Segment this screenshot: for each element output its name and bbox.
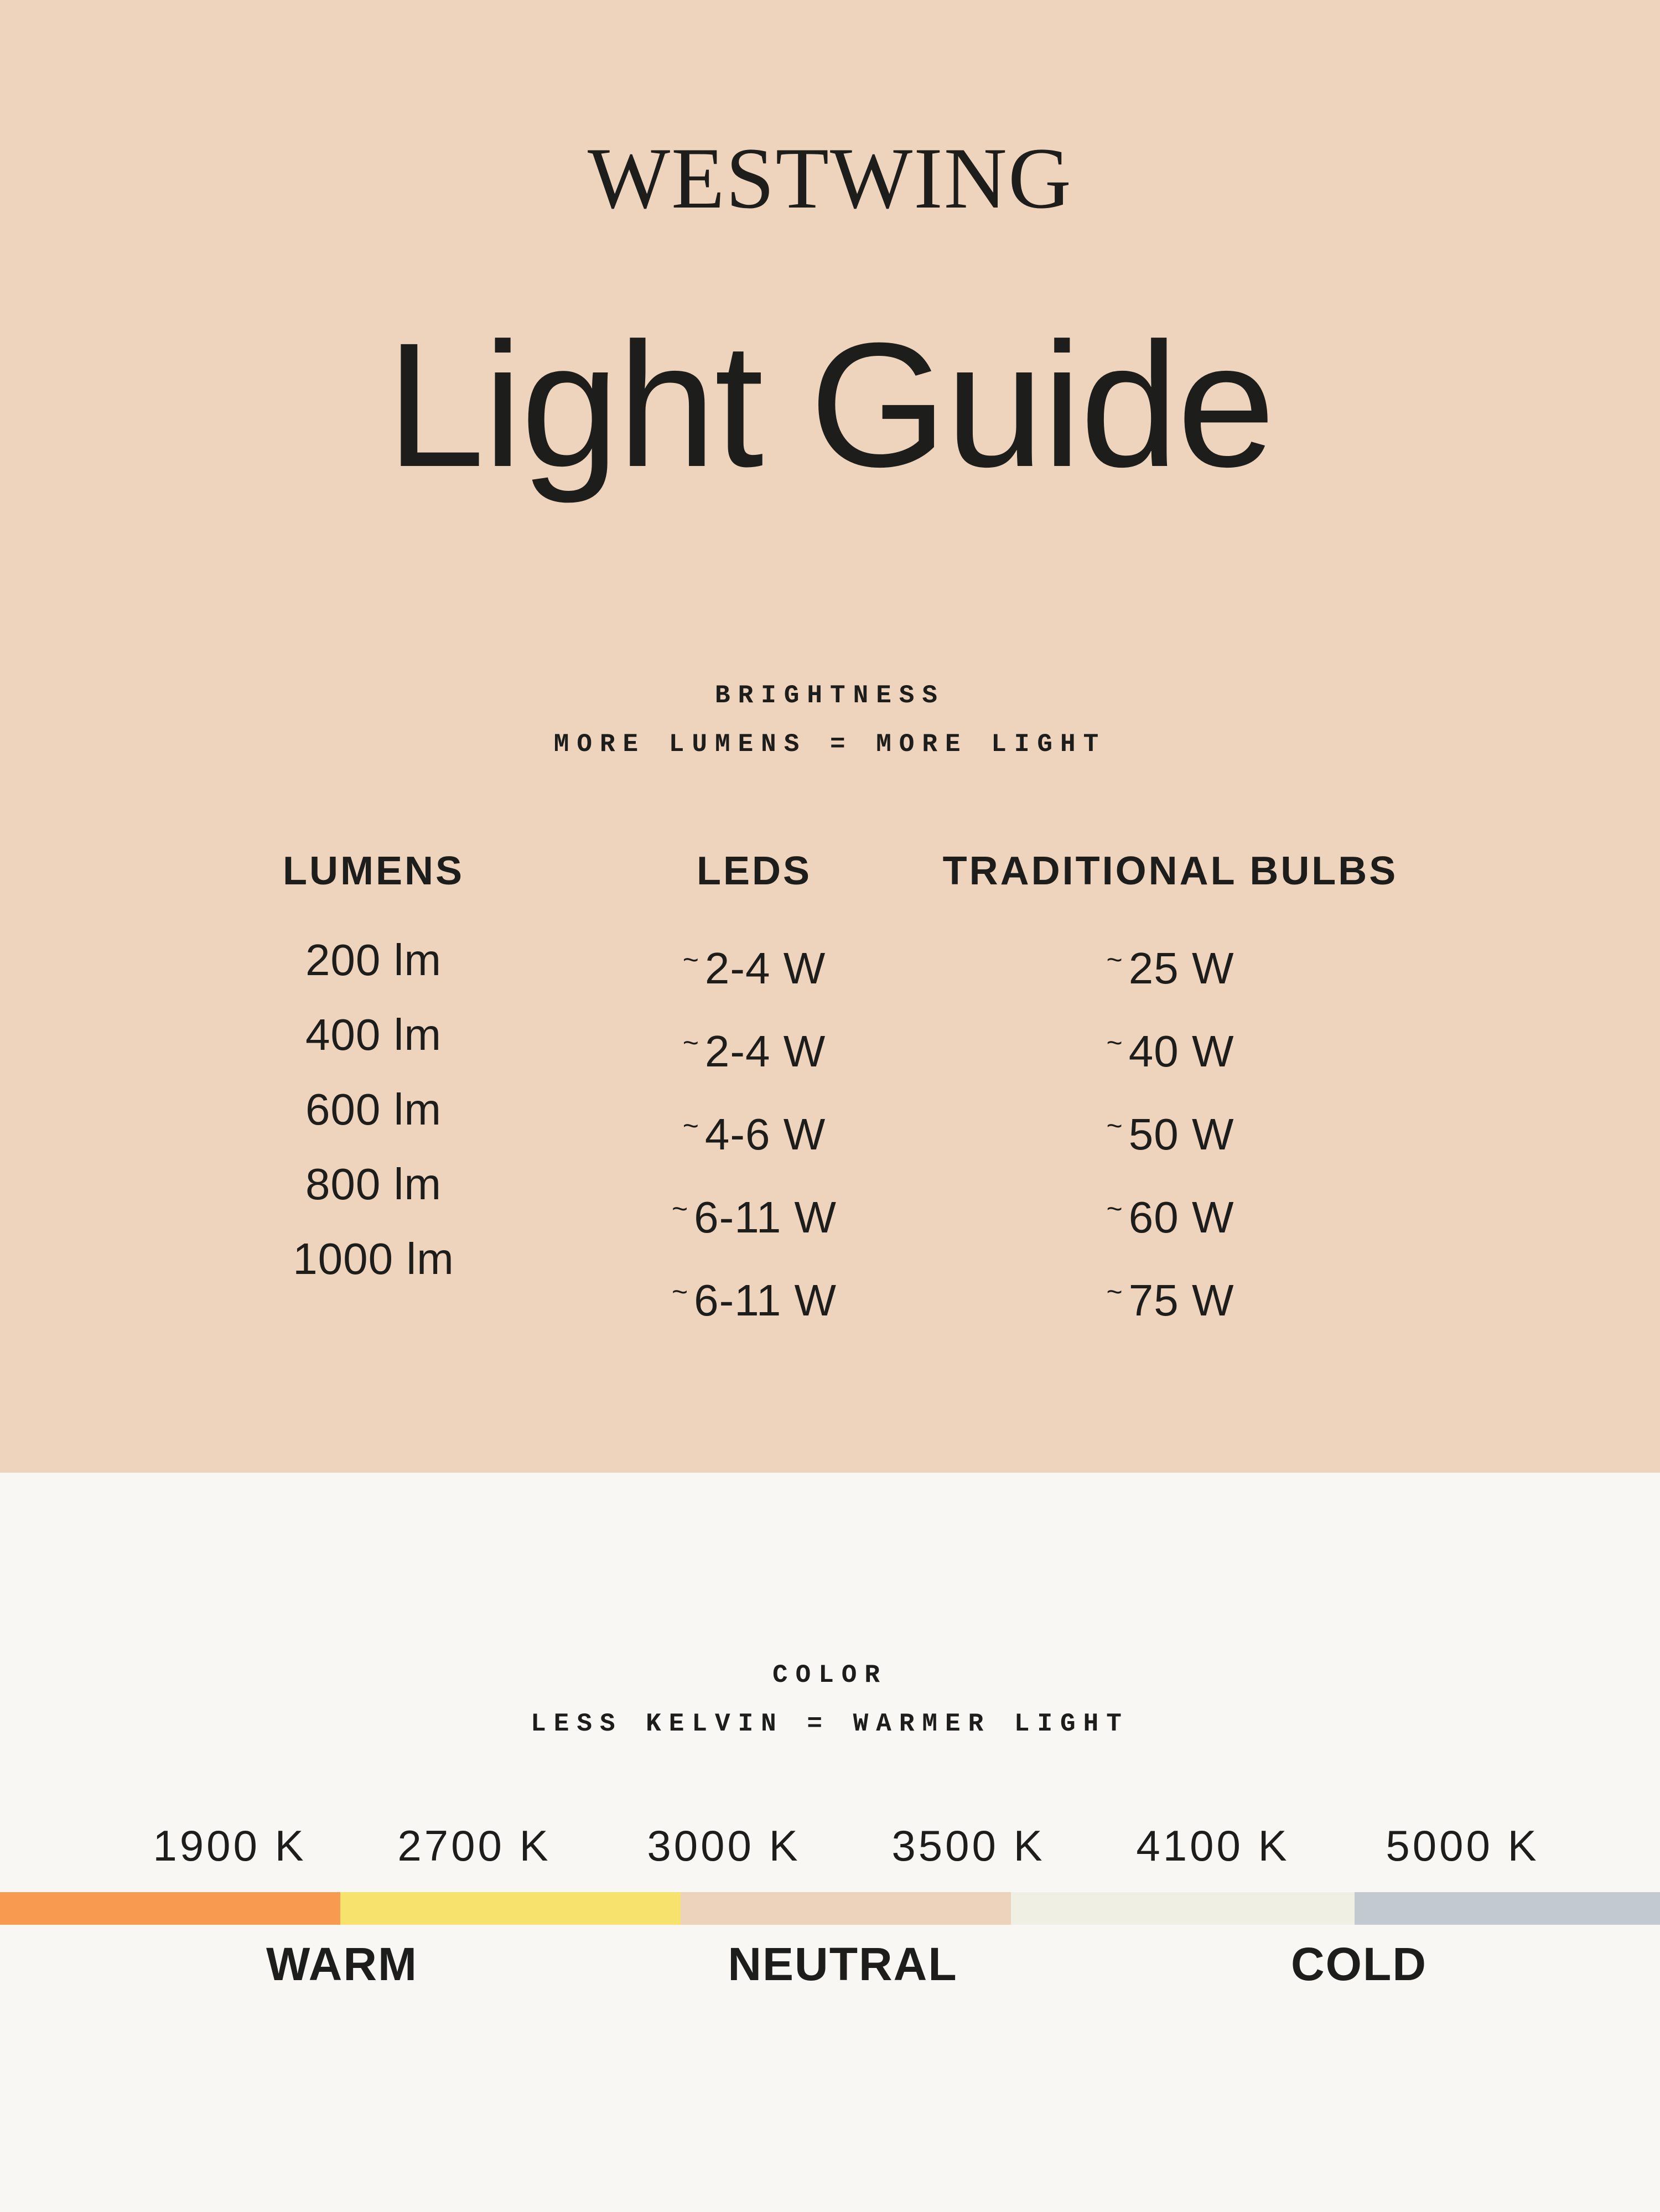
traditional-bulbs-column xyxy=(943,851,1398,1338)
bulbs-value xyxy=(943,1089,1398,1172)
leds-value xyxy=(672,1006,837,1089)
approx-tilde: ~ xyxy=(1106,1027,1123,1058)
color-subheading: LESS KELVIN = WARMER LIGHT xyxy=(531,1709,1129,1738)
brightness-subheading: MORE LUMENS = MORE LIGHT xyxy=(553,730,1107,759)
approx-tilde: ~ xyxy=(1106,1276,1123,1307)
approx-tilde: ~ xyxy=(682,1027,699,1058)
brand-logo: WESTWING xyxy=(588,130,1072,227)
approx-tilde: ~ xyxy=(671,1276,689,1307)
leds-watts: 2-4 W xyxy=(704,1027,826,1076)
kelvin-label-2700: 2700 K xyxy=(397,1821,551,1870)
lumens-value: 200 lm xyxy=(305,935,442,985)
lumens-value: 600 lm xyxy=(305,1085,442,1134)
leds-value xyxy=(672,923,837,1006)
leds-watts: 6-11 W xyxy=(694,1193,837,1242)
brightness-heading-block xyxy=(0,671,1660,769)
lumens-column xyxy=(283,851,464,1296)
neutral-label: NEUTRAL xyxy=(728,1938,958,1990)
brightness-heading: BRIGHTNESS xyxy=(714,681,946,710)
approx-tilde: ~ xyxy=(1106,1193,1123,1224)
leds-watts: 6-11 W xyxy=(694,1276,837,1325)
kelvin-label-4100: 4100 K xyxy=(1136,1821,1290,1870)
kelvin-label-3000: 3000 K xyxy=(647,1821,801,1870)
leds-column-header: LEDS xyxy=(696,849,812,893)
approx-tilde: ~ xyxy=(671,1193,689,1224)
warm-label: WARM xyxy=(266,1938,418,1990)
kelvin-label-1900: 1900 K xyxy=(153,1821,307,1870)
leds-watts: 4-6 W xyxy=(704,1110,826,1159)
bulbs-watts: 60 W xyxy=(1128,1193,1234,1242)
bulbs-value xyxy=(943,1255,1398,1338)
bulbs-watts: 40 W xyxy=(1128,1027,1234,1076)
bulbs-value xyxy=(943,1172,1398,1255)
approx-tilde: ~ xyxy=(682,944,699,975)
bulbs-watts: 25 W xyxy=(1128,944,1234,993)
scale-segment-neutral-peach xyxy=(681,1892,1011,1925)
traditional-bulbs-column-header: TRADITIONAL BULBS xyxy=(942,849,1398,893)
color-temperature-bar xyxy=(0,1892,1660,1925)
lumens-value: 400 lm xyxy=(305,1010,442,1059)
leds-value xyxy=(672,1089,837,1172)
bulbs-value xyxy=(943,923,1398,1006)
page-title: Light Guide xyxy=(386,305,1274,504)
approx-tilde: ~ xyxy=(1106,1110,1123,1141)
scale-segment-warm-orange xyxy=(0,1892,340,1925)
lumens-column-header: LUMENS xyxy=(283,849,464,893)
kelvin-label-5000: 5000 K xyxy=(1386,1821,1539,1870)
color-heading: COLOR xyxy=(772,1661,888,1690)
lumens-value: 1000 lm xyxy=(293,1234,454,1283)
lumens-value: 800 lm xyxy=(305,1159,442,1209)
kelvin-label-3500: 3500 K xyxy=(891,1821,1045,1870)
bulbs-watts: 75 W xyxy=(1128,1276,1234,1325)
leds-watts: 2-4 W xyxy=(704,944,826,993)
bulbs-value xyxy=(943,1006,1398,1089)
leds-value xyxy=(672,1255,837,1338)
cold-label: COLD xyxy=(1291,1938,1427,1990)
approx-tilde: ~ xyxy=(682,1110,699,1141)
color-heading-block xyxy=(0,1651,1660,1748)
leds-column xyxy=(672,851,837,1338)
leds-value xyxy=(672,1172,837,1255)
approx-tilde: ~ xyxy=(1106,944,1123,975)
scale-segment-neutral-cream xyxy=(1011,1892,1355,1925)
temperature-zone-labels xyxy=(0,1938,1660,1990)
scale-segment-warm-yellow xyxy=(340,1892,681,1925)
scale-segment-cold-gray-blue xyxy=(1355,1892,1660,1925)
kelvin-scale-labels xyxy=(0,1821,1660,1870)
bulbs-watts: 50 W xyxy=(1128,1110,1234,1159)
